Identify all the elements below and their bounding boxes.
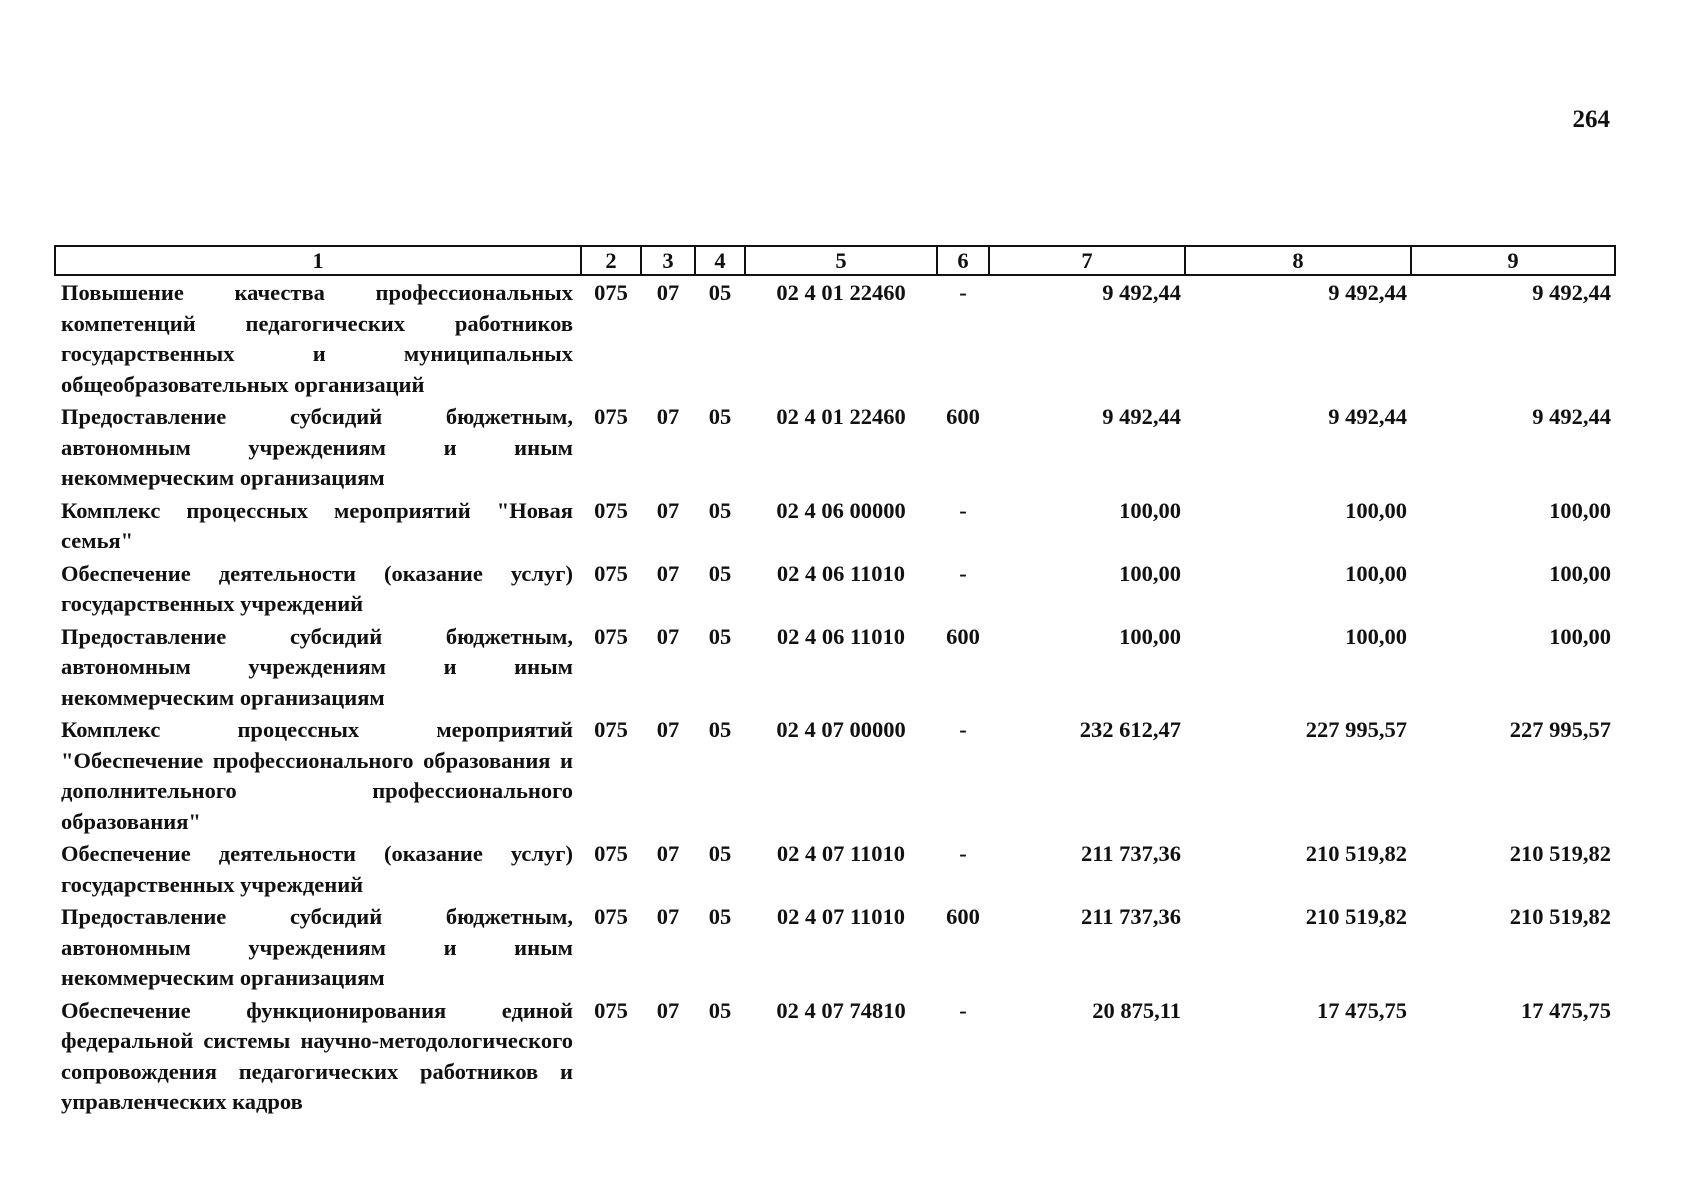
row-code-2: 075 xyxy=(594,997,628,1023)
row-code-3: 07 xyxy=(656,404,680,429)
row-code-3: 07 xyxy=(656,560,680,586)
row-code-4: 05 xyxy=(708,623,732,649)
row-value-7: 100,00 xyxy=(1119,623,1181,649)
row-name: Предоставление субсидий бюджетным, автономным учреждениям и иным некоммерческим организациям xyxy=(61,904,573,990)
row-value-8: 9 492,44 xyxy=(1328,280,1407,305)
row-code-5: 02 4 07 11010 xyxy=(776,904,906,929)
table-row xyxy=(55,837,1615,900)
budget-table xyxy=(54,245,1616,1118)
row-code-3: 07 xyxy=(656,280,680,305)
row-name: Предоставление субсидий бюджетным, автономным учреждениям и иным некоммерческим организациям xyxy=(61,404,573,490)
table-row xyxy=(55,713,1615,837)
row-code-4: 05 xyxy=(708,904,732,929)
row-name: Комплекс процессных мероприятий "Новая семья" xyxy=(61,497,573,553)
row-name: Повышение качества профессиональных компетенций педагогических работников государственных и муниципальных общеобразовательных организаций xyxy=(61,280,573,397)
row-code-3: 07 xyxy=(656,904,680,929)
column-header: 6 xyxy=(937,246,989,275)
row-code-5: 02 4 06 11010 xyxy=(776,623,906,649)
row-code-5: 02 4 01 22460 xyxy=(776,404,906,429)
row-code-6: - xyxy=(959,280,967,305)
table-row xyxy=(55,400,1615,494)
row-code-6: - xyxy=(959,717,967,742)
row-name: Обеспечение функционирования единой федеральной системы научно-методологического сопровождения педагогических работников и управленческих кадров xyxy=(61,997,573,1114)
row-code-5: 02 4 06 00000 xyxy=(776,497,906,523)
row-value-8: 210 519,82 xyxy=(1305,904,1407,929)
row-name: Комплекс процессных мероприятий "Обеспечение профессионального образования и дополнительного профессионального образования" xyxy=(61,717,573,834)
row-code-3: 07 xyxy=(656,717,680,742)
row-value-7: 211 737,36 xyxy=(1080,841,1181,866)
row-name: Обеспечение деятельности (оказание услуг) государственных учреждений xyxy=(61,560,573,616)
column-header: 9 xyxy=(1411,246,1615,275)
column-header: 4 xyxy=(695,246,745,275)
row-value-7: 9 492,44 xyxy=(1102,404,1181,429)
row-code-3: 07 xyxy=(656,623,680,649)
row-code-2: 075 xyxy=(594,623,628,649)
row-code-6: 600 xyxy=(946,404,980,429)
row-code-5: 02 4 07 74810 xyxy=(776,997,906,1023)
row-code-6: 600 xyxy=(946,623,980,649)
row-code-2: 075 xyxy=(594,904,628,929)
column-header: 5 xyxy=(745,246,937,275)
column-header: 7 xyxy=(989,246,1185,275)
row-code-2: 075 xyxy=(594,717,628,742)
table-row xyxy=(55,275,1615,400)
row-code-4: 05 xyxy=(708,280,732,305)
row-value-8: 100,00 xyxy=(1345,497,1407,523)
row-value-8: 227 995,57 xyxy=(1305,717,1407,742)
row-name: Обеспечение деятельности (оказание услуг) государственных учреждений xyxy=(61,841,573,897)
row-value-7: 100,00 xyxy=(1119,560,1181,586)
row-code-2: 075 xyxy=(594,560,628,586)
row-code-5: 02 4 01 22460 xyxy=(776,280,906,305)
row-code-2: 075 xyxy=(594,497,628,523)
row-value-9: 100,00 xyxy=(1549,623,1611,649)
table-row xyxy=(55,494,1615,557)
row-code-5: 02 4 07 11010 xyxy=(776,841,906,866)
row-code-2: 075 xyxy=(594,280,628,305)
row-value-9: 17 475,75 xyxy=(1521,997,1611,1023)
page-number: 264 xyxy=(1572,106,1610,133)
row-value-9: 227 995,57 xyxy=(1509,717,1611,742)
table-row xyxy=(55,620,1615,714)
column-header: 2 xyxy=(581,246,641,275)
row-value-9: 210 519,82 xyxy=(1509,904,1611,929)
row-name: Предоставление субсидий бюджетным, автономным учреждениям и иным некоммерческим организациям xyxy=(61,623,573,710)
row-code-2: 075 xyxy=(594,841,628,866)
row-value-7: 232 612,47 xyxy=(1079,717,1181,742)
row-value-7: 20 875,11 xyxy=(1092,997,1181,1023)
row-value-8: 100,00 xyxy=(1345,623,1407,649)
column-header: 1 xyxy=(55,246,581,275)
row-code-4: 05 xyxy=(708,497,732,523)
row-code-5: 02 4 07 00000 xyxy=(776,717,906,742)
row-code-6: - xyxy=(959,841,967,866)
table-header-row xyxy=(55,246,1615,275)
row-code-3: 07 xyxy=(656,841,680,866)
row-value-8: 9 492,44 xyxy=(1328,404,1407,429)
row-code-4: 05 xyxy=(708,560,732,586)
table-row xyxy=(55,900,1615,994)
column-header: 3 xyxy=(641,246,695,275)
row-code-2: 075 xyxy=(594,404,628,429)
row-code-6: - xyxy=(959,997,967,1023)
row-value-7: 211 737,36 xyxy=(1080,904,1181,929)
row-code-4: 05 xyxy=(708,997,732,1023)
row-code-4: 05 xyxy=(708,717,732,742)
row-value-9: 100,00 xyxy=(1549,497,1611,523)
column-header: 8 xyxy=(1185,246,1411,275)
row-value-9: 210 519,82 xyxy=(1509,841,1611,866)
row-code-4: 05 xyxy=(708,404,732,429)
row-value-7: 9 492,44 xyxy=(1102,280,1181,305)
row-value-8: 210 519,82 xyxy=(1305,841,1407,866)
row-value-9: 100,00 xyxy=(1549,560,1611,586)
row-value-9: 9 492,44 xyxy=(1532,404,1611,429)
row-code-6: - xyxy=(959,497,967,523)
row-value-8: 17 475,75 xyxy=(1317,997,1407,1023)
row-code-6: - xyxy=(959,560,967,586)
row-value-7: 100,00 xyxy=(1119,497,1181,523)
row-code-3: 07 xyxy=(656,497,680,523)
row-code-3: 07 xyxy=(656,997,680,1023)
row-value-8: 100,00 xyxy=(1345,560,1407,586)
table-row xyxy=(55,994,1615,1118)
table-row xyxy=(55,557,1615,620)
row-code-5: 02 4 06 11010 xyxy=(776,560,906,586)
row-code-6: 600 xyxy=(946,904,980,929)
row-value-9: 9 492,44 xyxy=(1532,280,1611,305)
row-code-4: 05 xyxy=(708,841,732,866)
